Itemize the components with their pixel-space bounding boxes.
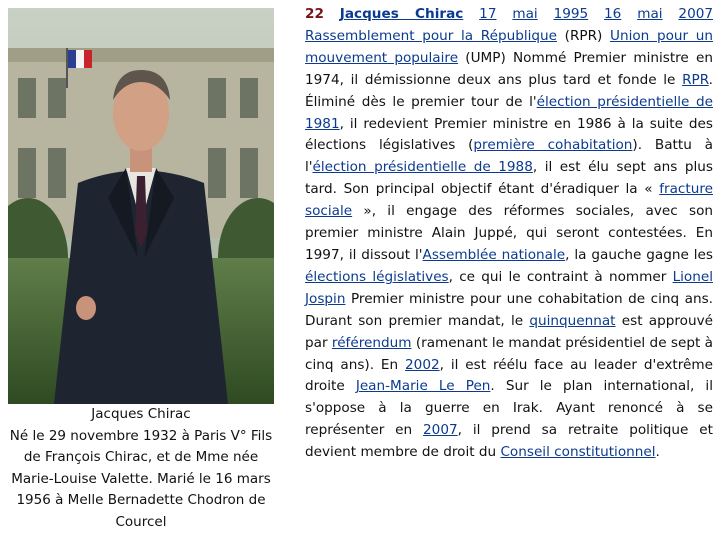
text-segment: . xyxy=(655,444,660,461)
text-segment: ). Battu à l' xyxy=(305,137,713,176)
link-premiere-cohabitation[interactable]: première cohabitation xyxy=(473,137,633,154)
link-jacques-chirac[interactable]: Jacques Chirac xyxy=(339,6,464,22)
president-number: 22 xyxy=(305,6,324,22)
text-segment: , la gauche gagne les xyxy=(565,246,714,263)
link-rpr[interactable]: RPR xyxy=(682,71,709,88)
text-segment: , il est réélu face au leader d'extrême droite xyxy=(305,356,713,395)
portrait-photo xyxy=(8,8,274,404)
link-end-month[interactable]: mai xyxy=(637,6,663,22)
link-assemblee-nationale[interactable]: Assemblée nationale xyxy=(422,246,566,263)
biography-text xyxy=(305,4,713,464)
link-2007[interactable]: 2007 xyxy=(423,422,458,439)
text-segment: , il prend sa retraite politique et devient membre de droit du xyxy=(305,422,713,461)
text-segment: (ramenant le mandat présidentiel de sept à cinq ans). En xyxy=(305,334,713,373)
link-elections-legislatives[interactable]: élections législatives xyxy=(305,268,449,285)
link-rpr-party[interactable]: Rassemblement pour la République xyxy=(305,27,558,44)
link-lionel-jospin[interactable]: Lionel Jospin xyxy=(305,268,713,307)
link-start-year[interactable]: 1995 xyxy=(553,6,589,22)
text-segment: est approuvé par xyxy=(305,312,713,351)
text-segment: , il redevient Premier ministre en 1986 à la suite des élections législatives ( xyxy=(305,115,713,154)
text-segment: . Sur le plan international, il s'oppose à la guerre en Irak. Ayant renoncé à se représenter en xyxy=(305,378,713,439)
link-ump-party[interactable]: Union pour un mouvement populaire xyxy=(305,27,713,66)
link-end-year[interactable]: 2007 xyxy=(678,6,714,22)
text-segment: Premier ministre pour une cohabitation de cinq ans. Durant son premier mandat, le xyxy=(305,290,713,329)
text-segment: , ce qui le contraint à nommer xyxy=(448,268,673,285)
text-segment: (UMP) Nommé Premier ministre en 1974, il démissionne deux ans plus tard et fonde le xyxy=(305,49,713,88)
link-start-day[interactable]: 17 xyxy=(479,6,497,22)
link-conseil-constitutionnel[interactable]: Conseil constitutionnel xyxy=(500,444,656,461)
link-election-1988[interactable]: élection présidentielle de 1988 xyxy=(312,159,533,176)
photo-caption xyxy=(6,404,276,534)
text-segment: », il engage des réformes sociales, avec son premier ministre Alain Juppé, qui seront contestées. En 1997, il dissout l' xyxy=(305,203,713,263)
text-rpr-abbr: (RPR) xyxy=(557,27,611,44)
link-2002[interactable]: 2002 xyxy=(405,356,440,373)
text-segment: . Éliminé dès le premier tour de l' xyxy=(305,71,713,110)
caption-name: Jacques Chirac xyxy=(91,406,191,422)
link-election-1981[interactable]: élection présidentielle de 1981 xyxy=(305,93,713,132)
text-segment: , il est élu sept ans plus tard. Son principal objectif étant d'éradiquer la « xyxy=(305,159,713,198)
link-start-month[interactable]: mai xyxy=(512,6,538,22)
link-end-day[interactable]: 16 xyxy=(604,6,622,22)
link-jean-marie-le-pen[interactable]: Jean-Marie Le Pen xyxy=(355,378,491,395)
portrait-illustration xyxy=(8,8,274,404)
link-quinquennat[interactable]: quinquennat xyxy=(529,312,616,329)
link-fracture-sociale[interactable]: fracture sociale xyxy=(305,181,713,220)
link-referendum[interactable]: référendum xyxy=(331,334,412,351)
caption-text: Né le 29 novembre 1932 à Paris V° Fils de François Chirac, et de Mme née Marie-Louise Valette. Marié le 16 mars 1956 à Melle Bernadette Chodron de Courcel xyxy=(9,427,273,530)
